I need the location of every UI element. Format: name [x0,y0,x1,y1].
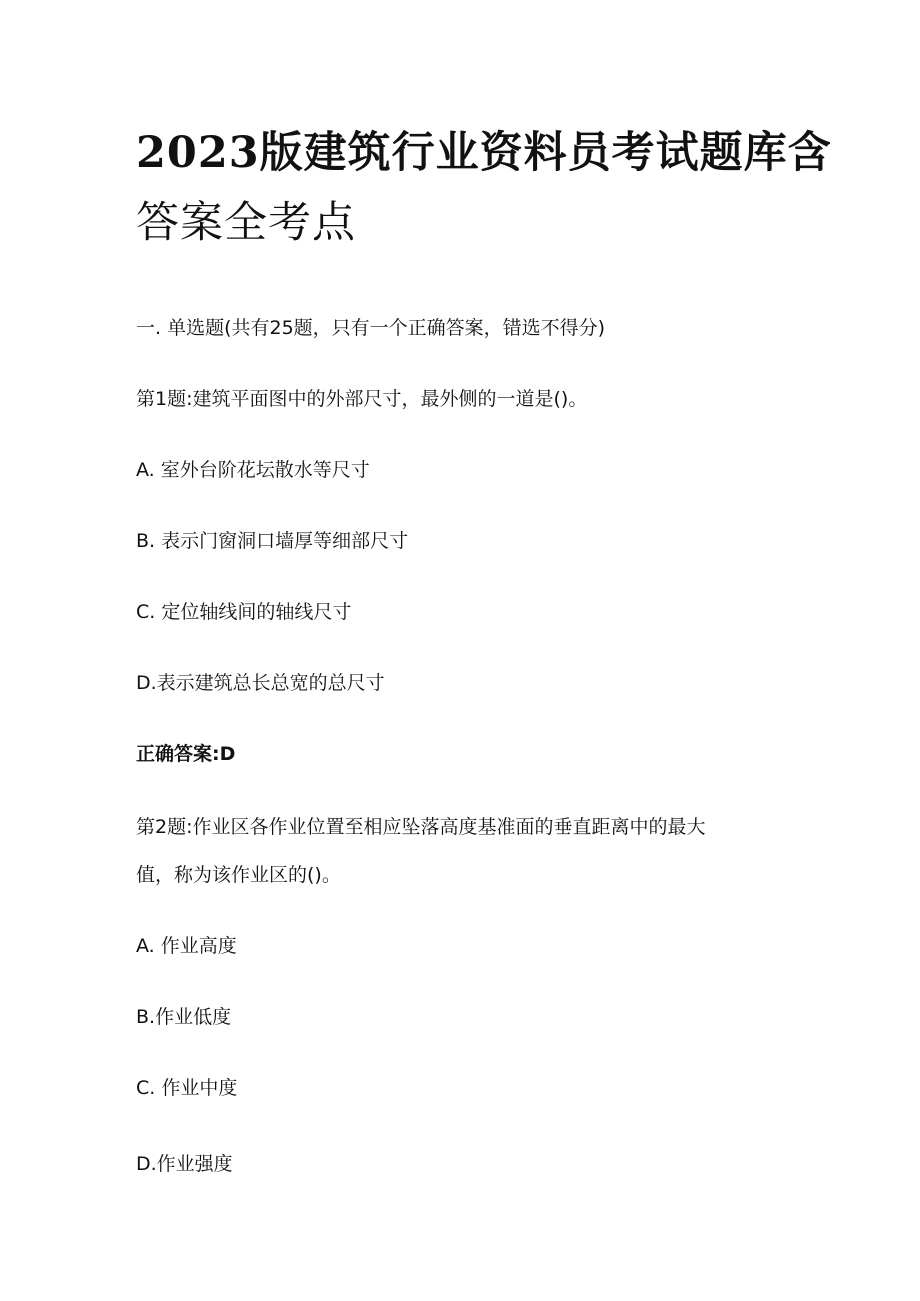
question-1-option-a: A. 室外台阶花坛散水等尺寸 [136,459,370,481]
question-1-option-d: D.表示建筑总长总宽的总尺寸 [136,672,385,694]
document-title-line-2: 答案全考点 [136,198,356,248]
question-2-option-a: A. 作业高度 [136,935,237,957]
question-2-stem-line-2: 值，称为该作业区的()。 [136,864,341,886]
question-2-option-d: D.作业强度 [136,1153,233,1175]
question-1-stem: 第1题:建筑平面图中的外部尺寸，最外侧的一道是()。 [136,388,588,410]
question-1-option-b: B. 表示门窗洞口墙厚等细部尺寸 [136,530,409,552]
document-title [136,118,832,258]
document-title-line-1: 2023版建筑行业资料员考试题库含 [136,128,832,178]
question-2-option-c: C. 作业中度 [136,1077,238,1099]
question-1-answer: 正确答案:D [136,743,236,765]
question-1-option-c: C. 定位轴线间的轴线尺寸 [136,601,352,623]
section-heading: 一. 单选题(共有25题，只有一个正确答案，错选不得分) [136,317,606,339]
question-2-option-b: B.作业低度 [136,1006,232,1028]
question-2-stem-line-1: 第2题:作业区各作业位置至相应坠落高度基准面的垂直距离中的最大 [136,816,706,838]
